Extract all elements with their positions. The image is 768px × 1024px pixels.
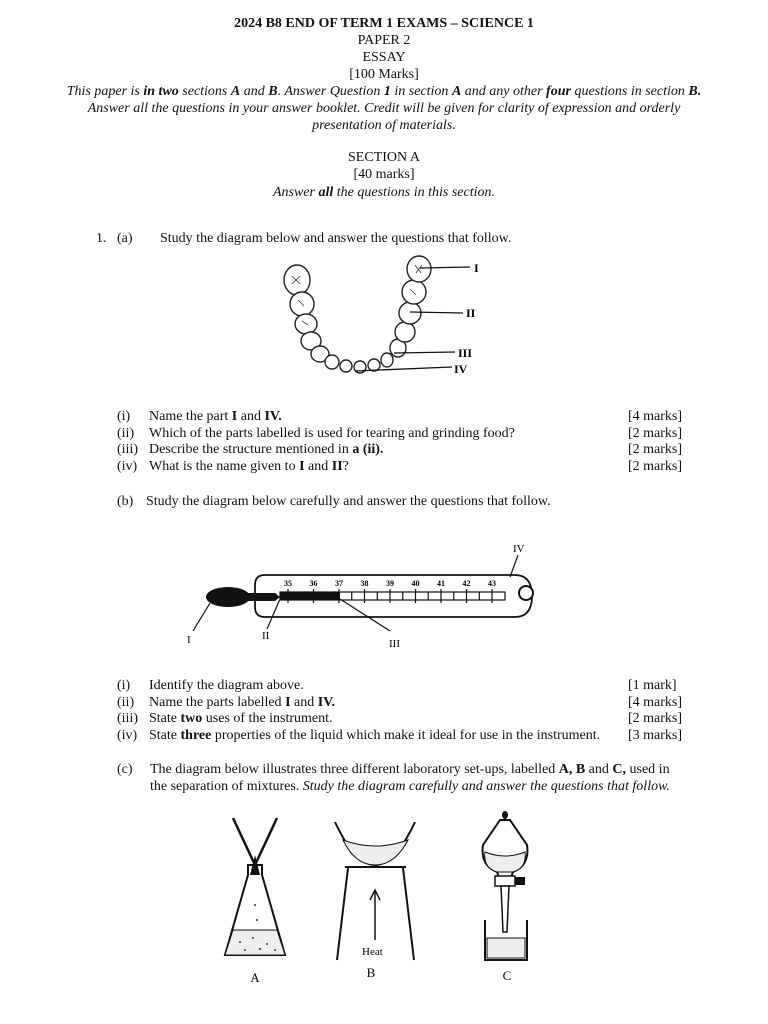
thermo-scale-label: 40 bbox=[411, 579, 420, 588]
q1c-line1: The diagram below illustrates three different laboratory set-ups, labelled A, B and C, used in bbox=[150, 762, 670, 777]
q1a-item-number: (iv) bbox=[117, 458, 138, 474]
apparatus-label-b: B bbox=[366, 965, 376, 980]
section-a-title: SECTION A bbox=[348, 150, 420, 165]
instructions: This paper is in two sections A and B. Answer Question 1 in section A and any other four questions in section B. Answer all the questions in your answer booklet. Credit will be given for clarity of expression and orderly presentation of materials. bbox=[66, 84, 702, 133]
q1b-item-marks: [1 mark] bbox=[628, 678, 677, 693]
q1c-part: (c) bbox=[117, 762, 133, 777]
thermo-scale-label: 36 bbox=[309, 579, 318, 588]
q1b-item-number: (ii) bbox=[117, 694, 135, 710]
thermo-label-i: I bbox=[187, 634, 191, 646]
apparatus-diagram bbox=[215, 810, 545, 990]
q1b-item-text: Name the parts labelled I and IV. bbox=[149, 694, 335, 710]
section-a-instruction: Answer all the questions in this section. bbox=[272, 185, 496, 200]
q1a-item-text: Name the part I and IV. bbox=[149, 409, 282, 424]
thermo-scale-label: 39 bbox=[386, 579, 394, 588]
thermo-scale-label: 42 bbox=[462, 579, 471, 588]
paper-number: PAPER 2 bbox=[357, 33, 411, 48]
thermo-label-iii: III bbox=[389, 638, 400, 650]
q1b-item-text: Identify the diagram above. bbox=[149, 678, 304, 693]
apparatus-label-a: A bbox=[250, 970, 260, 985]
q1a-item-marks: [4 marks] bbox=[628, 409, 683, 424]
teeth-label-i: I bbox=[474, 261, 479, 275]
thermo-scale-label: 37 bbox=[335, 579, 343, 588]
q1a-item-text: What is the name given to I and II? bbox=[149, 458, 349, 474]
q1b-item-number: (iii) bbox=[117, 711, 138, 726]
thermo-label-iv: IV bbox=[513, 543, 525, 555]
paper-type: ESSAY bbox=[362, 50, 406, 65]
teeth-label-iv: IV bbox=[454, 362, 468, 376]
q1a-part: (a) bbox=[117, 231, 133, 246]
total-marks: [100 Marks] bbox=[349, 67, 419, 82]
thermometer-diagram bbox=[180, 535, 550, 655]
q1a-item-number: (i) bbox=[117, 409, 131, 424]
teeth-label-iii: III bbox=[458, 346, 473, 360]
thermo-scale-label: 38 bbox=[360, 579, 369, 588]
section-a-marks: [40 marks] bbox=[353, 167, 415, 182]
q1b-item-text: State two uses of the instrument. bbox=[149, 711, 333, 726]
q1a-item-text: Describe the structure mentioned in a (ii). bbox=[149, 442, 384, 457]
teeth-label-ii: II bbox=[466, 306, 476, 320]
thermo-scale-label: 43 bbox=[488, 579, 496, 588]
q1a-item-marks: [2 marks] bbox=[628, 442, 683, 457]
q1c-line2: the separation of mixtures. Study the diagram carefully and answer the questions that follow. bbox=[150, 779, 670, 794]
q1b-item-number: (i) bbox=[117, 678, 131, 693]
thermo-label-ii: II bbox=[262, 630, 270, 642]
question-number: 1. bbox=[96, 231, 107, 246]
heat-label: Heat bbox=[362, 946, 383, 958]
thermo-scale-label: 41 bbox=[437, 579, 445, 588]
thermo-scale-label: 35 bbox=[284, 579, 292, 588]
q1b-item-marks: [3 marks] bbox=[628, 727, 683, 743]
q1a-item-number: (ii) bbox=[117, 425, 135, 441]
q1b-item-number: (iv) bbox=[117, 727, 138, 743]
q1a-text: Study the diagram below and answer the questions that follow. bbox=[160, 231, 512, 246]
teeth-diagram bbox=[270, 250, 490, 380]
q1b-item-marks: [2 marks] bbox=[628, 711, 683, 726]
q1b-text: Study the diagram below carefully and answer the questions that follow. bbox=[146, 494, 551, 509]
q1b-item-text: State three properties of the liquid which make it ideal for use in the instrument. bbox=[149, 727, 601, 743]
q1a-item-number: (iii) bbox=[117, 442, 138, 457]
apparatus-label-c: C bbox=[502, 968, 512, 983]
q1a-item-marks: [2 marks] bbox=[628, 458, 683, 474]
q1a-item-text: Which of the parts labelled is used for tearing and grinding food? bbox=[149, 425, 515, 441]
q1a-item-marks: [2 marks] bbox=[628, 425, 683, 441]
q1b-part: (b) bbox=[117, 494, 134, 509]
q1b-item-marks: [4 marks] bbox=[628, 694, 683, 710]
exam-title: 2024 B8 END OF TERM 1 EXAMS – SCIENCE 1 bbox=[234, 16, 534, 31]
